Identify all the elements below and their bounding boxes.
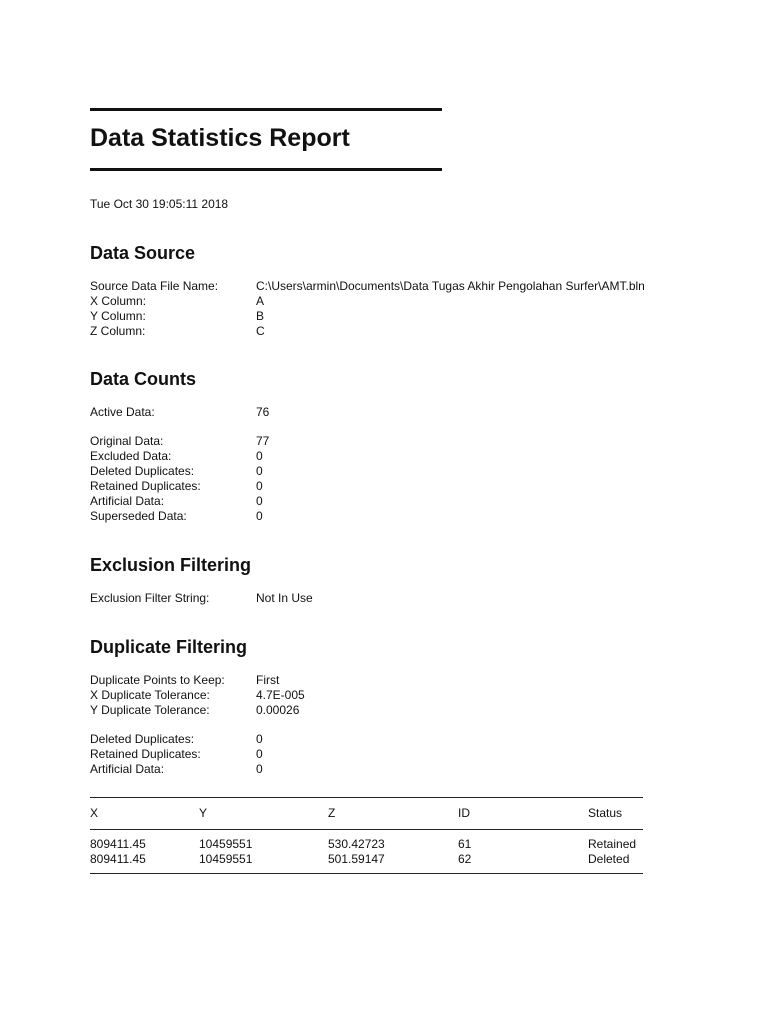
duplicates-table [90,797,643,874]
col-header-x: X [90,806,99,820]
kv-row [90,279,645,294]
kv-value: First [256,673,280,687]
col-header-id: ID [458,806,470,820]
kv-label: Deleted Duplicates: [90,732,195,746]
table-row [90,837,643,852]
kv-row [90,732,305,747]
kv-value: 0 [256,494,263,508]
kv-label: Exclusion Filter String: [90,591,210,605]
kv-label: Y Column: [90,309,146,323]
report-date: Tue Oct 30 19:05:11 2018 [90,197,229,211]
col-header-status: Status [588,806,623,820]
kv-row [90,405,269,420]
kv-row [90,747,305,762]
kv-label: Artificial Data: [90,494,165,508]
section-exclusion-filtering-title: Exclusion Filtering [90,555,252,575]
table-bottom-rule [90,873,643,874]
kv-value: 76 [256,405,270,419]
kv-label: Source Data File Name: [90,279,219,293]
kv-row [90,688,305,703]
kv-value: C [256,324,265,338]
cell-id: 61 [458,837,472,851]
kv-label: Y Duplicate Tolerance: [90,703,210,717]
section-duplicate-filtering-title: Duplicate Filtering [90,637,248,657]
cell-z: 501.59147 [328,852,385,866]
kv-label: Active Data: [90,405,155,419]
spacer [90,420,269,434]
kv-value: 0 [256,762,263,776]
data-source-list [90,279,645,339]
exclusion-filtering-list [90,591,313,606]
kv-value: Not In Use [256,591,313,605]
kv-value: B [256,309,265,323]
kv-row [90,294,645,309]
col-header-y: Y [199,806,208,820]
table-top-rule [90,797,643,798]
kv-value: A [256,294,265,308]
kv-label: X Column: [90,294,147,308]
cell-x: 809411.45 [90,837,146,851]
kv-label: Excluded Data: [90,449,172,463]
kv-value: 0 [256,449,263,463]
table-row [90,852,643,867]
cell-status: Retained [588,837,637,851]
kv-value: 0 [256,747,263,761]
kv-row [90,479,269,494]
kv-label: Retained Duplicates: [90,479,201,493]
page-title: Data Statistics Report [90,124,350,152]
kv-label: Superseded Data: [90,509,187,523]
kv-label: Artificial Data: [90,762,165,776]
kv-row [90,324,645,339]
kv-label: X Duplicate Tolerance: [90,688,210,702]
kv-label: Retained Duplicates: [90,747,201,761]
kv-row [90,434,269,449]
kv-row [90,464,269,479]
spacer [90,718,305,732]
cell-y: 10459551 [199,852,253,866]
section-data-source-title: Data Source [90,243,196,263]
kv-row [90,673,305,688]
kv-value: 0 [256,732,263,746]
kv-row [90,449,269,464]
kv-label: Duplicate Points to Keep: [90,673,225,687]
kv-label: Deleted Duplicates: [90,464,195,478]
report-page [90,0,690,1024]
kv-value: 0 [256,479,263,493]
duplicate-filtering-list [90,673,305,777]
kv-value: 0 [256,464,263,478]
kv-label: Z Column: [90,324,146,338]
kv-row [90,703,305,718]
section-data-counts-title: Data Counts [90,369,197,389]
kv-row [90,494,269,509]
kv-value: 0.00026 [256,703,300,717]
kv-row [90,509,269,524]
cell-y: 10459551 [199,837,253,851]
kv-value: 4.7E-005 [256,688,305,702]
kv-value: C:\Users\armin\Documents\Data Tugas Akhir Pengolahan Surfer\AMT.bln [256,279,645,293]
table-header-row [90,806,643,821]
data-counts-list [90,405,269,524]
cell-status: Deleted [588,852,630,866]
kv-label: Original Data: [90,434,164,448]
cell-x: 809411.45 [90,852,146,866]
title-top-rule [90,108,442,111]
col-header-z: Z [328,806,336,820]
spacer [90,830,643,837]
title-bottom-rule [90,168,442,171]
cell-id: 62 [458,852,472,866]
kv-value: 77 [256,434,270,448]
cell-z: 530.42723 [328,837,385,851]
kv-row [90,591,313,606]
kv-row [90,309,645,324]
kv-row [90,762,305,777]
kv-value: 0 [256,509,263,523]
